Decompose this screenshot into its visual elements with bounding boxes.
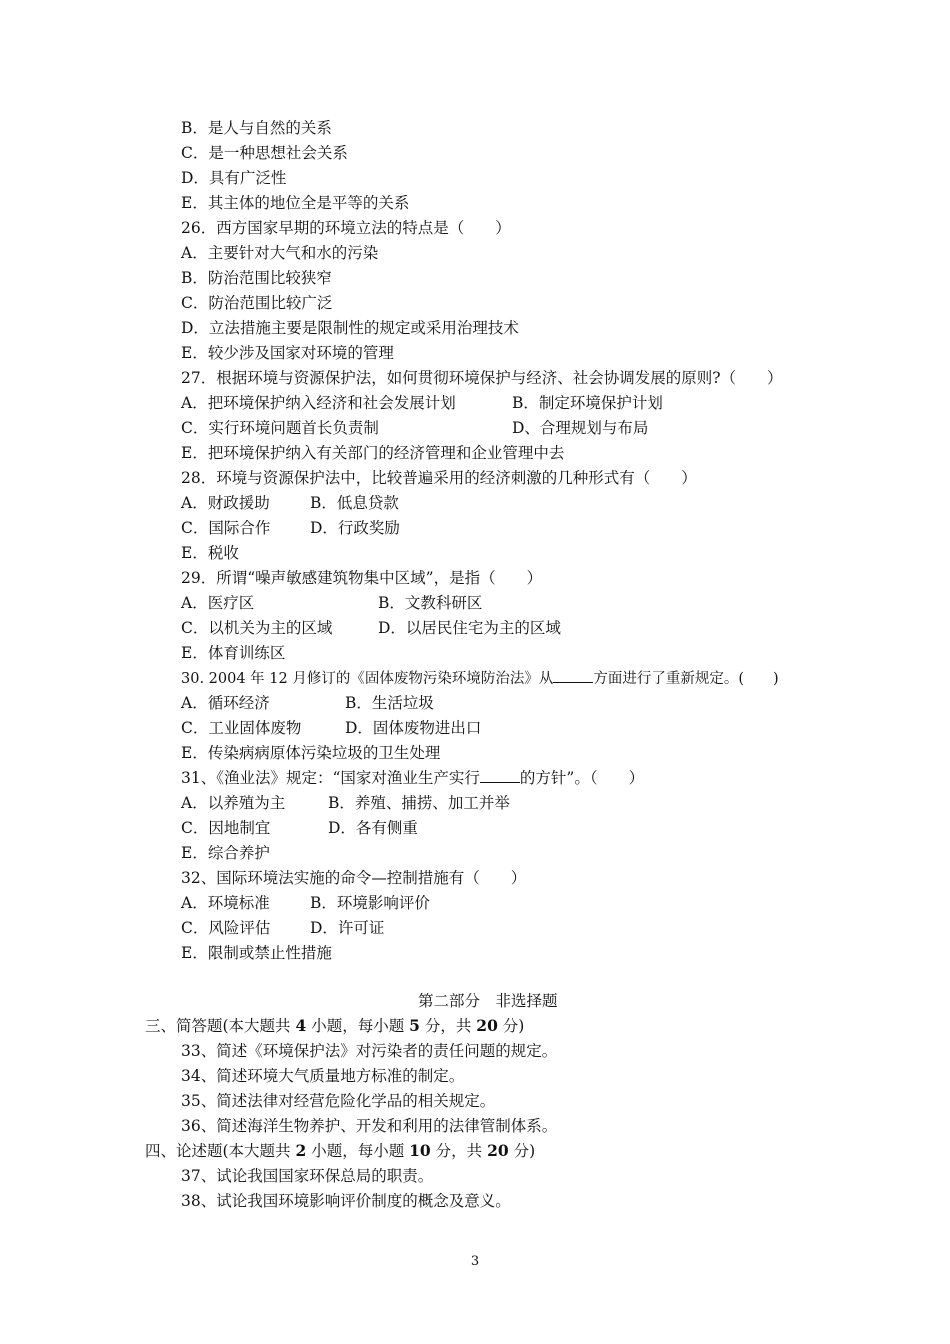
q28-option-b: B．低息贷款 bbox=[310, 494, 399, 512]
section3-count: 4 bbox=[295, 1016, 307, 1035]
q31-option-a: A．以养殖为主 bbox=[181, 794, 286, 812]
section4-mid1: 小题，每小题 bbox=[306, 1142, 410, 1160]
section3-post: 分) bbox=[497, 1017, 525, 1035]
section3-total: 20 bbox=[476, 1016, 498, 1035]
q30-stem-pre: 30. 2004 年 12 月修订的《固体废物污染环境防治法》从 bbox=[181, 671, 554, 687]
q30-option-e: E．传染病病原体污染垃圾的卫生处理 bbox=[181, 744, 441, 762]
page-number: 3 bbox=[470, 1254, 480, 1269]
section4-post: 分) bbox=[508, 1142, 536, 1160]
q26-option-d: D．立法措施主要是限制性的规定或采用治理技术 bbox=[181, 319, 519, 337]
q27-option-b: B．制定环境保护计划 bbox=[512, 394, 663, 412]
q32-option-a: A．环境标准 bbox=[181, 894, 270, 912]
q28-option-e: E．税收 bbox=[181, 544, 239, 562]
q35: 35、简述法律对经营危险化学品的相关规定。 bbox=[181, 1092, 496, 1110]
q29-option-d: D．以居民住宅为主的区域 bbox=[378, 619, 561, 637]
q27-option-c: C．实行环境问题首长负责制 bbox=[181, 419, 379, 437]
q30-stem-post: 方面进行了重新规定。( ) bbox=[593, 671, 779, 687]
q27-option-d: D、合理规划与布局 bbox=[512, 419, 649, 437]
section4-count: 2 bbox=[295, 1141, 307, 1160]
q36: 36、简述海洋生物养护、开发和利用的法律管制体系。 bbox=[181, 1117, 558, 1135]
section3-each: 5 bbox=[409, 1016, 420, 1035]
q28-option-c: C．国际合作 bbox=[181, 519, 271, 537]
q26-option-a: A．主要针对大气和水的污染 bbox=[181, 244, 379, 262]
part2-title: 第二部分 非选择题 bbox=[418, 992, 558, 1010]
q37: 37、试论我国国家环保总局的职责。 bbox=[181, 1167, 434, 1185]
q31-stem bbox=[181, 768, 644, 788]
q25-option-c: C．是一种思想社会关系 bbox=[181, 144, 348, 162]
section3-mid1: 小题，每小题 bbox=[306, 1017, 410, 1035]
q32-option-d: D．许可证 bbox=[310, 919, 385, 937]
q26-option-e: E．较少涉及国家对环境的管理 bbox=[181, 344, 394, 362]
section4-mid2: 分，共 bbox=[430, 1142, 488, 1160]
q29-option-a: A．医疗区 bbox=[181, 594, 255, 612]
q32-option-c: C．风险评估 bbox=[181, 919, 271, 937]
q31-stem-post: 的方针”。（ ） bbox=[519, 769, 645, 787]
q31-option-b: B．养殖、捕捞、加工并举 bbox=[328, 794, 510, 812]
q30-stem bbox=[181, 668, 779, 689]
q38: 38、试论我国环境影响评价制度的概念及意义。 bbox=[181, 1192, 511, 1210]
q29-option-e: E．体育训练区 bbox=[181, 644, 286, 662]
q30-blank bbox=[553, 668, 593, 683]
q32-option-e: E．限制或禁止性措施 bbox=[181, 944, 332, 962]
section4-total: 20 bbox=[487, 1141, 509, 1160]
q31-option-c: C．因地制宜 bbox=[181, 819, 271, 837]
q25-option-e: E．其主体的地位全是平等的关系 bbox=[181, 194, 410, 212]
q31-stem-pre: 31、《渔业法》规定：“国家对渔业生产实行 bbox=[181, 769, 480, 787]
q28-stem: 28．环境与资源保护法中，比较普遍采用的经济刺激的几种形式有（ ） bbox=[181, 469, 697, 487]
q28-option-a: A．财政援助 bbox=[181, 494, 270, 512]
q27-option-e: E．把环境保护纳入有关部门的经济管理和企业管理中去 bbox=[181, 444, 565, 462]
q25-option-d: D．具有广泛性 bbox=[181, 169, 287, 187]
q32-stem: 32、国际环境法实施的命令—控制措施有（ ） bbox=[181, 869, 527, 887]
q27-option-a: A．把环境保护纳入经济和社会发展计划 bbox=[181, 394, 456, 412]
q29-stem: 29．所谓“噪声敏感建筑物集中区域”，是指（ ） bbox=[181, 569, 543, 587]
q26-option-b: B．防治范围比较狭窄 bbox=[181, 269, 332, 287]
q31-option-e: E．综合养护 bbox=[181, 844, 270, 862]
q31-blank bbox=[480, 768, 520, 783]
q34: 34、简述环境大气质量地方标准的制定。 bbox=[181, 1067, 465, 1085]
q26-stem: 26．西方国家早期的环境立法的特点是（ ） bbox=[181, 219, 511, 237]
q25-option-b: B．是人与自然的关系 bbox=[181, 119, 332, 137]
section3-heading bbox=[145, 1016, 524, 1036]
q30-option-b: B．生活垃圾 bbox=[345, 694, 434, 712]
q27-stem: 27．根据环境与资源保护法，如何贯彻环境保护与经济、社会协调发展的原则?（ ） bbox=[181, 369, 783, 387]
q33: 33、简述《环境保护法》对污染者的责任问题的规定。 bbox=[181, 1042, 558, 1060]
q28-option-d: D．行政奖励 bbox=[310, 519, 400, 537]
q31-option-d: D．各有侧重 bbox=[328, 819, 418, 837]
q30-option-a: A．循环经济 bbox=[181, 694, 270, 712]
q30-option-c: C．工业固体废物 bbox=[181, 719, 302, 737]
section3-mid2: 分，共 bbox=[419, 1017, 477, 1035]
section3-pre: 三、简答题(本大题共 bbox=[145, 1017, 296, 1035]
section4-heading bbox=[145, 1141, 535, 1161]
q29-option-b: B．文教科研区 bbox=[378, 594, 483, 612]
q32-option-b: B．环境影响评价 bbox=[310, 894, 430, 912]
section4-each: 10 bbox=[409, 1141, 431, 1160]
q26-option-c: C．防治范围比较广泛 bbox=[181, 294, 333, 312]
q30-option-d: D．固体废物进出口 bbox=[345, 719, 482, 737]
q29-option-c: C．以机关为主的区域 bbox=[181, 619, 333, 637]
section4-pre: 四、论述题(本大题共 bbox=[145, 1142, 296, 1160]
